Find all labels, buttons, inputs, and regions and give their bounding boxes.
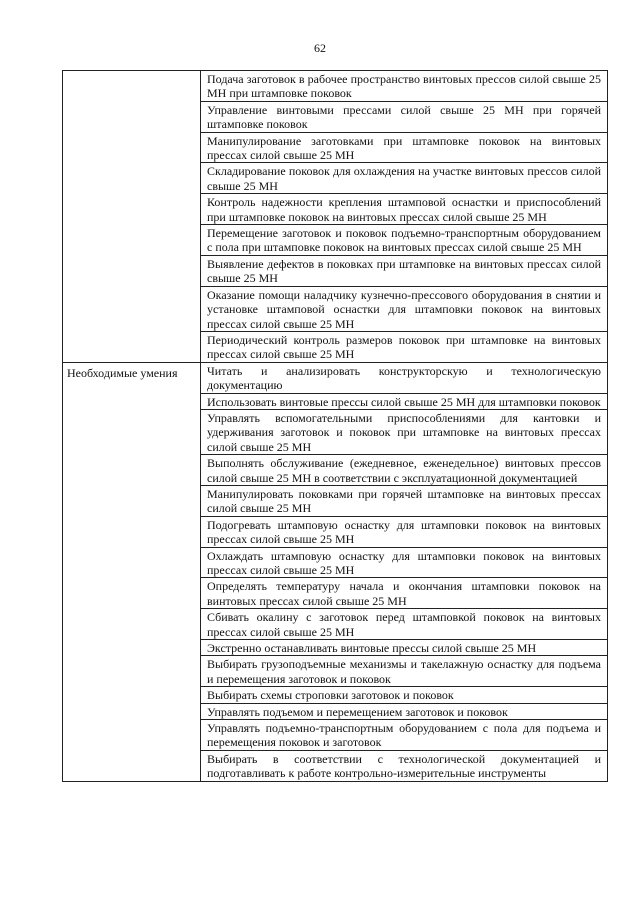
list-item: Выявление дефектов в поковках при штамповке на винтовых прессах силой свыше 25 МН: [201, 256, 607, 287]
list-item: Перемещение заготовок и поковок подъемно-транспортным оборудованием с пола при штамповке поковок на винтовых прессах силой свыше 25 МН: [201, 225, 607, 256]
list-item: Управлять подъемом и перемещением заготовок и поковок: [201, 704, 607, 720]
section-label: [63, 71, 200, 74]
section-label: Необходимые умения: [67, 365, 178, 380]
list-item: Сбивать окалину с заготовок перед штамповкой поковок на винтовых прессах силой свыше 25 МН: [201, 609, 607, 640]
list-item: Манипулировать поковками при горячей штамповке на винтовых прессах силой свыше 25 МН: [201, 486, 607, 517]
page-number: 62: [314, 41, 326, 55]
section-items-cell: [201, 362, 608, 781]
list-item: Подача заготовок в рабочее пространство винтовых прессов силой свыше 25 МН при штамповке поковок: [201, 71, 607, 102]
section-label-cell: [63, 362, 201, 781]
list-item: Выбирать в соответствии с технологической документацией и подготавливать к работе контрольно-измерительные инструменты: [207, 751, 601, 781]
table-body: [63, 71, 608, 782]
list-item: Читать и анализировать конструкторскую и технологическую документацию: [201, 363, 607, 394]
list-item: Охлаждать штамповую оснастку для штамповки поковок на винтовых прессах силой свыше 25 МН: [201, 548, 607, 579]
list-item: Выбирать грузоподъемные механизмы и такелажную оснастку для подъема и перемещения заготовок и поковок: [201, 656, 607, 687]
list-item: Складирование поковок для охлаждения на участке винтовых прессов силой свыше 25 МН: [201, 163, 607, 194]
list-item: Управлять вспомогательными приспособлениями для кантовки и удерживания заготовок и поковок при штамповке на винтовых прессах силой свыше 25 МН: [201, 410, 607, 455]
list-item: Использовать винтовые прессы силой свыше 25 МН для штамповки поковок: [201, 394, 607, 410]
section-items-cell: [201, 71, 608, 363]
list-item: Выполнять обслуживание (ежедневное, еженедельное) винтовых прессов силой свыше 25 МН в соответствии с эксплуатационной документацией: [201, 455, 607, 486]
list-item: Управление винтовыми прессами силой свыше 25 МН при горячей штамповке поковок: [201, 102, 607, 133]
table-row-actions: [63, 71, 608, 363]
list-item: Контроль надежности крепления штамповой оснастки и приспособлений при штамповке поковок на винтовых прессах силой свыше 25 МН: [201, 194, 607, 225]
list-item: Выбирать схемы строповки заготовок и поковок: [201, 687, 607, 703]
section-label-cell: [63, 71, 201, 363]
competency-table: [62, 70, 608, 782]
list-item: Манипулирование заготовками при штамповке поковок на винтовых прессах силой свыше 25 МН: [201, 133, 607, 164]
list-item: Подогревать штамповую оснастку для штамповки поковок на винтовых прессах силой свыше 25 МН: [201, 517, 607, 548]
list-item: Определять температуру начала и окончания штамповки поковок на винтовых прессах силой свыше 25 МН: [201, 578, 607, 609]
list-item: Периодический контроль размеров поковок при штамповке на винтовых прессах силой свыше 25 МН: [207, 332, 601, 362]
list-item: Оказание помощи наладчику кузнечно-прессового оборудования в снятии и установке штамповой оснастки для штамповки поковок на винтовых прессах силой свыше 25 МН: [201, 287, 607, 332]
list-item: Управлять подъемно-транспортным оборудованием с пола для подъема и перемещения поковок и заготовок: [201, 720, 607, 751]
table-row-skills: [63, 362, 608, 781]
list-item: Экстренно останавливать винтовые прессы силой свыше 25 МН: [201, 640, 607, 656]
